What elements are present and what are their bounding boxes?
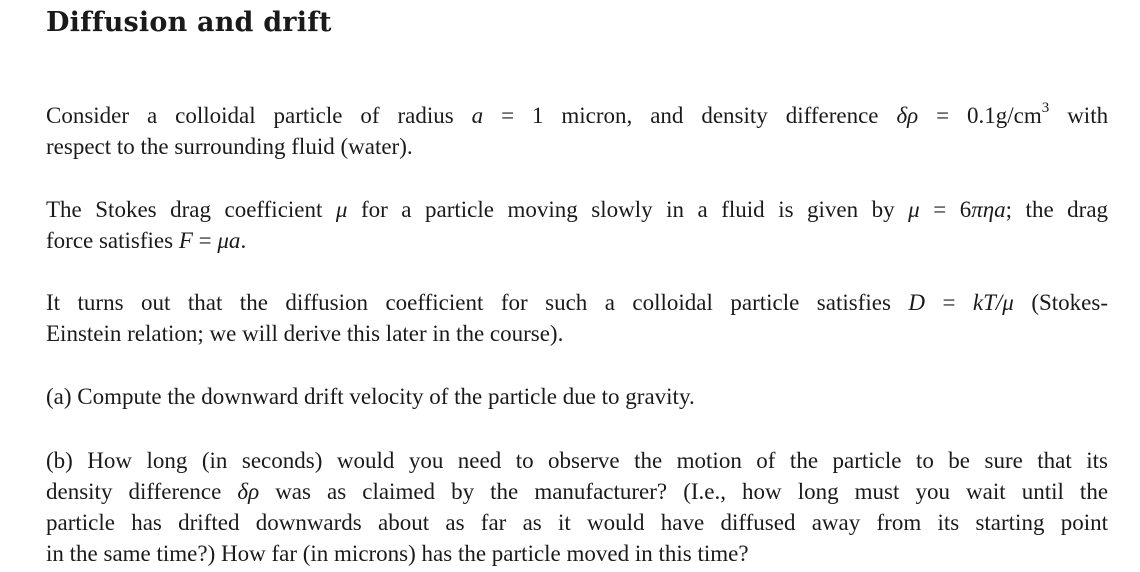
paragraph-line (46, 194, 1108, 225)
text-span: with (1067, 103, 1109, 128)
text-span: was as claimed by the manufacturer? (I.e., how long must you wait until the (275, 479, 1109, 504)
text-span: (Stokes- (1031, 290, 1108, 315)
math-formula-symbols: πηa (971, 197, 1006, 222)
text-span: for a particle moving slowly in a fluid is given by (360, 197, 895, 222)
text-span: It turns out that the diffusion coefficient for such a colloidal particle satisfies (46, 290, 891, 315)
paragraph-particle-setup (46, 100, 1108, 162)
math-force-symbol: F (178, 228, 193, 253)
paragraph-line (46, 287, 1108, 318)
paragraph-line: (b) How long (in seconds) would you need to observe the motion of the particle to be sure that its (46, 448, 1108, 473)
math-diffusion-expression: kT/μ (972, 290, 1014, 315)
superscript: 3 (1041, 100, 1050, 117)
math-force-expression: μa (217, 228, 241, 253)
text-span: Consider a colloidal particle of radius (46, 103, 454, 128)
text-span: = 1 micron, and density difference (501, 103, 879, 128)
math-drag-coefficient-symbol: μ (335, 197, 348, 222)
text-span: The Stokes drag coefficient (46, 197, 323, 222)
math-density-value (936, 100, 1050, 128)
paragraph-line (46, 476, 1108, 507)
paragraph-line: Einstein relation; we will derive this later in the course). (46, 321, 564, 346)
paragraph-stokes-drag (46, 194, 1108, 256)
math-density-difference-symbol: δρ (237, 479, 260, 504)
paragraph-line: (a) Compute the downward drift velocity of the particle due to gravity. (46, 384, 695, 409)
math-formula (933, 197, 1108, 222)
text-span: . (240, 228, 247, 253)
text-span: = (942, 290, 956, 315)
math-drag-coefficient-symbol: μ (908, 197, 920, 222)
paragraph-line: particle has drifted downwards about as far as it would have diffused away from its starting point (46, 510, 1108, 535)
text-span: = 6 (933, 197, 972, 222)
paragraph-line: in the same time?) How far (in microns) has the particle moved in this time? (46, 541, 749, 566)
paragraph-line: respect to the surrounding fluid (water). (46, 134, 413, 159)
text-span: = (198, 228, 212, 253)
math-diffusion-symbol: D (908, 290, 925, 315)
page-title: Diffusion and drift (46, 7, 332, 38)
paragraph-stokes-einstein (46, 287, 1108, 349)
question-b (46, 445, 1108, 569)
text-span: force satisfies (46, 228, 174, 253)
text-span: ; the drag (1005, 197, 1109, 222)
text-span: = 0.1g/cm (936, 103, 1042, 128)
question-a (46, 381, 1108, 412)
math-density-difference-symbol: δρ (896, 103, 919, 128)
paragraph-line (46, 100, 1108, 131)
text-span: density difference (46, 479, 222, 504)
paragraph-line (46, 225, 1108, 256)
math-radius-symbol: a (471, 103, 484, 128)
